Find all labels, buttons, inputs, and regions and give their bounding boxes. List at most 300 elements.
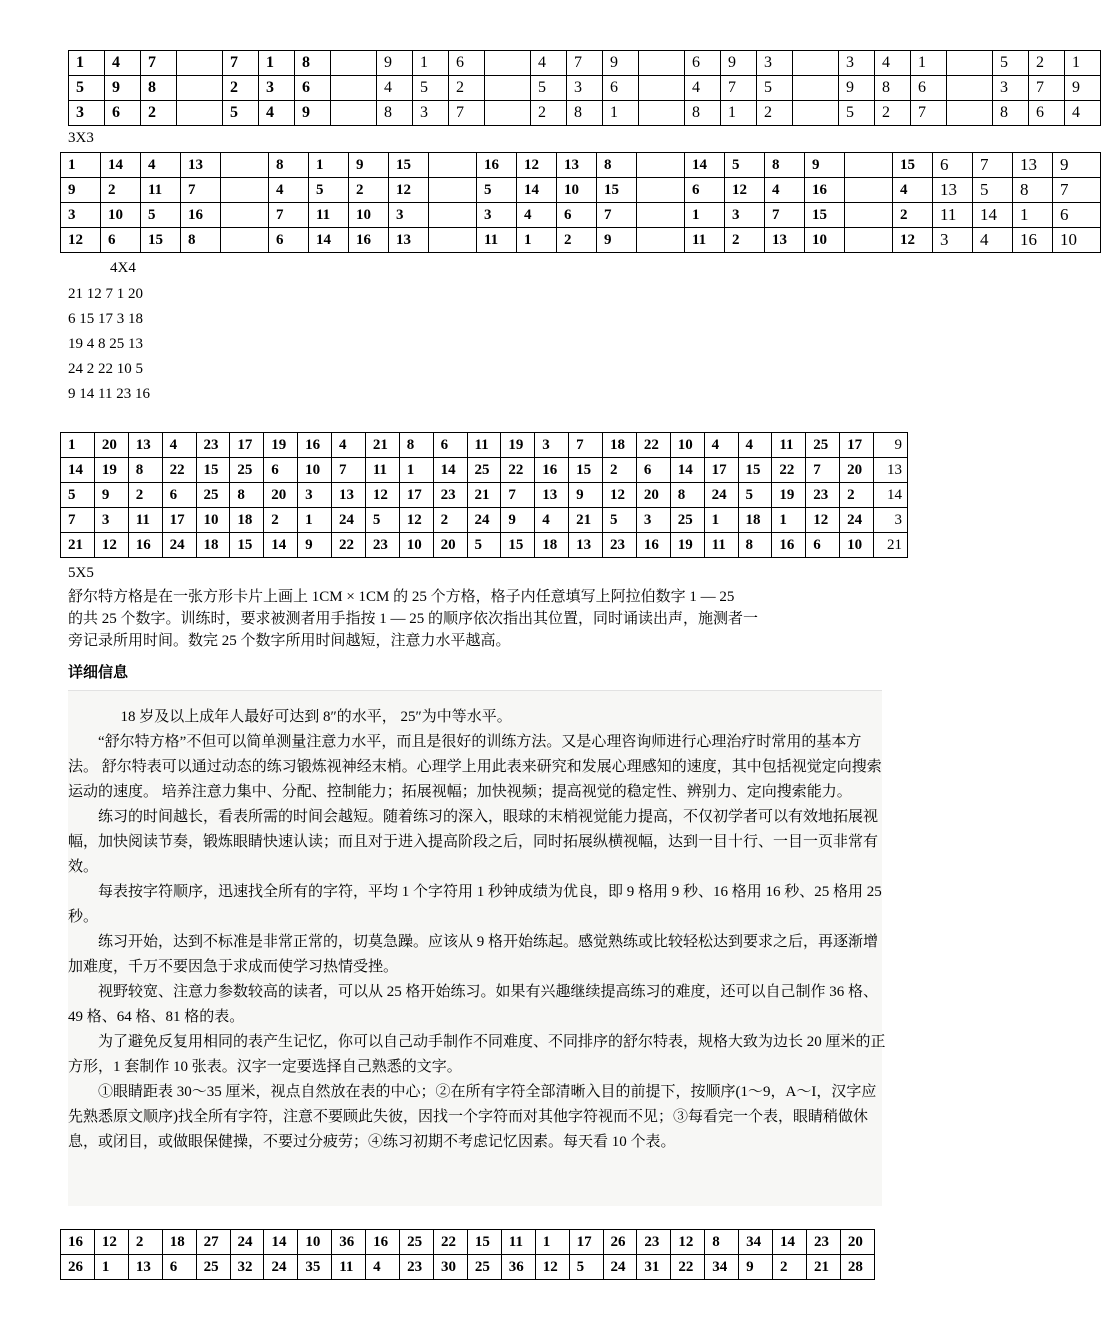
grid-cell: 25 bbox=[467, 1255, 501, 1280]
grid-cell: 5 bbox=[569, 1255, 603, 1280]
grid-cell: 2 bbox=[264, 508, 298, 533]
grid-cell: 1 bbox=[517, 228, 557, 253]
grid-cell: 23 bbox=[433, 483, 467, 508]
plain-row: 19 4 8 25 13 bbox=[68, 336, 143, 352]
grid-row bbox=[61, 203, 1101, 228]
grid-cell: 30 bbox=[433, 1255, 467, 1280]
grid-cell: 17 bbox=[230, 433, 264, 458]
grid-cell: 11 bbox=[933, 203, 973, 228]
grid-cell: 22 bbox=[636, 433, 670, 458]
grid-cell: 11 bbox=[467, 433, 501, 458]
grid-cell: 27 bbox=[196, 1230, 230, 1255]
grid-cell: 10 bbox=[805, 228, 845, 253]
grid-cell: 6 bbox=[162, 1255, 196, 1280]
grid-cell: 17 bbox=[704, 458, 738, 483]
grid-cell: 24 bbox=[603, 1255, 637, 1280]
grid-cell: 19 bbox=[501, 433, 535, 458]
grid-cell: 7 bbox=[569, 433, 603, 458]
grid-cell: 8 bbox=[875, 76, 911, 101]
grid-cell: 14 bbox=[433, 458, 467, 483]
grid-cell: 1 bbox=[413, 51, 449, 76]
grid-cell bbox=[793, 101, 839, 126]
grid-cell: 25 bbox=[806, 433, 840, 458]
grid-cell: 15 bbox=[569, 458, 603, 483]
grid-cell: 9 bbox=[874, 433, 908, 458]
grid-cell: 9 bbox=[377, 51, 413, 76]
grid-cell bbox=[221, 178, 269, 203]
grid-cell bbox=[485, 101, 531, 126]
grid-cell bbox=[331, 76, 377, 101]
grid-cell: 16 bbox=[61, 1230, 95, 1255]
grid-cell: 7 bbox=[765, 203, 805, 228]
grid-cell bbox=[177, 51, 223, 76]
grid-cell: 23 bbox=[400, 1255, 434, 1280]
grid-cell: 21 bbox=[61, 533, 95, 558]
grid-cell: 8 bbox=[993, 101, 1029, 126]
grid-cell: 4 bbox=[738, 433, 772, 458]
grid-cell: 9 bbox=[105, 76, 141, 101]
grid-cell: 14 bbox=[517, 178, 557, 203]
grid-cell: 2 bbox=[223, 76, 259, 101]
grid-cell: 10 bbox=[298, 458, 332, 483]
grid-cell: 5 bbox=[738, 483, 772, 508]
grid-cell: 31 bbox=[637, 1255, 671, 1280]
grid-cell: 13 bbox=[128, 1255, 162, 1280]
grid-cell bbox=[429, 203, 477, 228]
grid-cell: 8 bbox=[685, 101, 721, 126]
grid-cell: 18 bbox=[603, 433, 637, 458]
grid-cell: 4 bbox=[517, 203, 557, 228]
grid-cell: 3 bbox=[567, 76, 603, 101]
grid-cell: 7 bbox=[911, 101, 947, 126]
grid-cell: 20 bbox=[636, 483, 670, 508]
grid-cell: 14 bbox=[309, 228, 349, 253]
grid-cell: 5 bbox=[839, 101, 875, 126]
grid-cell: 6 bbox=[806, 533, 840, 558]
grid-cell bbox=[221, 228, 269, 253]
grid-5x5 bbox=[60, 432, 908, 558]
grid-cell: 2 bbox=[128, 483, 162, 508]
grid-cell: 13 bbox=[569, 533, 603, 558]
grid-cell: 5 bbox=[413, 76, 449, 101]
grid-cell: 12 bbox=[94, 533, 128, 558]
grid-cell bbox=[845, 203, 893, 228]
grid-cell: 19 bbox=[264, 433, 298, 458]
grid-cell: 18 bbox=[162, 1230, 196, 1255]
grid-cell: 12 bbox=[603, 483, 637, 508]
grid-cell: 20 bbox=[433, 533, 467, 558]
grid-cell bbox=[793, 51, 839, 76]
grid-cell: 1 bbox=[911, 51, 947, 76]
grid-cell: 8 bbox=[670, 483, 704, 508]
grid-cell: 19 bbox=[94, 458, 128, 483]
grid-cell: 10 bbox=[196, 508, 230, 533]
grid-cell: 19 bbox=[772, 483, 806, 508]
grid-cell: 23 bbox=[806, 483, 840, 508]
grid-cell: 8 bbox=[230, 483, 264, 508]
grid-cell bbox=[429, 228, 477, 253]
grid-cell: 11 bbox=[772, 433, 806, 458]
grid-cell: 3 bbox=[298, 483, 332, 508]
grid-cell bbox=[485, 76, 531, 101]
grid-cell: 13 bbox=[557, 153, 597, 178]
grid-cell: 4 bbox=[875, 51, 911, 76]
grid-cell: 4 bbox=[685, 76, 721, 101]
grid-cell: 4 bbox=[893, 178, 933, 203]
grid-cell bbox=[331, 51, 377, 76]
grid-cell: 4 bbox=[1065, 101, 1101, 126]
grid-cell: 8 bbox=[399, 433, 433, 458]
grid-cell: 13 bbox=[933, 178, 973, 203]
grid-cell: 26 bbox=[61, 1255, 95, 1280]
grid-cell: 6 bbox=[636, 458, 670, 483]
grid-cell: 9 bbox=[603, 51, 639, 76]
grid-cell: 15 bbox=[805, 203, 845, 228]
grid-cell: 10 bbox=[101, 203, 141, 228]
grid-cell: 12 bbox=[725, 178, 765, 203]
grid-cell: 1 bbox=[704, 508, 738, 533]
grid-cell: 5 bbox=[141, 203, 181, 228]
grid-cell bbox=[947, 76, 993, 101]
grid-cell bbox=[331, 101, 377, 126]
grid-cell: 7 bbox=[1053, 178, 1101, 203]
grid-cell: 23 bbox=[196, 433, 230, 458]
grid-cell: 8 bbox=[1013, 178, 1053, 203]
grid-cell: 6 bbox=[685, 51, 721, 76]
grid-cell: 3 bbox=[636, 508, 670, 533]
detail-body bbox=[68, 705, 890, 1155]
grid-cell: 13 bbox=[332, 483, 366, 508]
grid-cell: 7 bbox=[61, 508, 95, 533]
grid-row bbox=[61, 458, 908, 483]
grid-cell: 2 bbox=[101, 178, 141, 203]
grid-cell: 20 bbox=[840, 1230, 874, 1255]
grid-cell: 15 bbox=[738, 458, 772, 483]
grid-cell: 3 bbox=[259, 76, 295, 101]
grid-cell: 4 bbox=[332, 433, 366, 458]
grid-cell: 12 bbox=[535, 1255, 569, 1280]
grid-cell: 3 bbox=[757, 51, 793, 76]
grid-cell: 11 bbox=[309, 203, 349, 228]
grid-row bbox=[61, 483, 908, 508]
grid-cell: 6 bbox=[264, 458, 298, 483]
grid-cell: 19 bbox=[670, 533, 704, 558]
grid-row bbox=[61, 533, 908, 558]
grid-cell: 17 bbox=[569, 1230, 603, 1255]
grid-cell: 11 bbox=[128, 508, 162, 533]
grid-cell: 9 bbox=[597, 228, 637, 253]
grid-cell: 22 bbox=[332, 533, 366, 558]
grid-cell: 35 bbox=[298, 1255, 332, 1280]
grid-cell: 8 bbox=[141, 76, 177, 101]
grid-cell: 25 bbox=[467, 458, 501, 483]
grid-cell: 4 bbox=[531, 51, 567, 76]
grid-cell: 2 bbox=[757, 101, 793, 126]
grid-cell: 32 bbox=[230, 1255, 264, 1280]
grid-cell: 20 bbox=[94, 433, 128, 458]
grid-cell: 8 bbox=[597, 153, 637, 178]
grid-cell: 12 bbox=[94, 1230, 128, 1255]
grid-cell: 7 bbox=[223, 51, 259, 76]
grid-cell: 8 bbox=[765, 153, 805, 178]
grid-cell: 14 bbox=[773, 1230, 807, 1255]
grid-cell: 12 bbox=[389, 178, 429, 203]
grid-cell: 36 bbox=[501, 1255, 535, 1280]
intro-line: 的共 25 个数字。训练时，要求被测者用手指按 1 — 25 的顺序依次指出其位置，同时诵读出声，施测者一 bbox=[68, 611, 759, 627]
grid-cell: 13 bbox=[181, 153, 221, 178]
grid-cell: 21 bbox=[874, 533, 908, 558]
grid-cell: 16 bbox=[128, 533, 162, 558]
grid-cell: 13 bbox=[874, 458, 908, 483]
grid-cell: 11 bbox=[685, 228, 725, 253]
grid-cell: 9 bbox=[805, 153, 845, 178]
grid-cell: 3 bbox=[94, 508, 128, 533]
grid-cell: 9 bbox=[1065, 76, 1101, 101]
grid-cell: 13 bbox=[765, 228, 805, 253]
grid-cell: 9 bbox=[295, 101, 331, 126]
grid-cell: 5 bbox=[531, 76, 567, 101]
grid-cell: 11 bbox=[501, 1230, 535, 1255]
grid-cell: 9 bbox=[739, 1255, 773, 1280]
detail-paragraph: ①眼睛距表 30～35 厘米，视点自然放在表的中心；②在所有字符全部清晰入目的前提下，按顺序(1～9，A～I，汉字应先熟悉原文顺序)找全所有字符，注意不要顾此失彼，因找一个字符而对其他字符视而不见；③每看完一个表，眼睛稍做休息，或闭目，或做眼保健操，不要过分疲劳；④练习初期不考虑记忆因素。每天看 10 个表。 bbox=[68, 1084, 877, 1150]
grid-cell: 4 bbox=[259, 101, 295, 126]
grid-cell: 1 bbox=[298, 508, 332, 533]
grid-cell: 25 bbox=[196, 1255, 230, 1280]
grid-cell: 2 bbox=[128, 1230, 162, 1255]
grid-cell: 15 bbox=[597, 178, 637, 203]
grid-cell: 15 bbox=[389, 153, 429, 178]
grid-cell bbox=[639, 76, 685, 101]
grid-cell: 14 bbox=[264, 1230, 298, 1255]
grid-cell bbox=[637, 203, 685, 228]
grid-cell: 21 bbox=[467, 483, 501, 508]
grid-cell: 11 bbox=[477, 228, 517, 253]
grid-cell: 3 bbox=[389, 203, 429, 228]
grid-cell: 3 bbox=[725, 203, 765, 228]
grid-cell: 4 bbox=[269, 178, 309, 203]
grid-cell: 5 bbox=[973, 178, 1013, 203]
grid-cell: 15 bbox=[467, 1230, 501, 1255]
grid-cell: 36 bbox=[332, 1230, 366, 1255]
grid-cell bbox=[221, 153, 269, 178]
grid-cell: 3 bbox=[69, 101, 105, 126]
grid-cell: 9 bbox=[569, 483, 603, 508]
grid-cell: 2 bbox=[1029, 51, 1065, 76]
grid-cell: 7 bbox=[806, 458, 840, 483]
grid-cell: 21 bbox=[365, 433, 399, 458]
grid-cell: 18 bbox=[230, 508, 264, 533]
grid-cell: 10 bbox=[298, 1230, 332, 1255]
grid-cell: 14 bbox=[670, 458, 704, 483]
grid-cell: 7 bbox=[449, 101, 485, 126]
grid-cell: 14 bbox=[61, 458, 95, 483]
grid-cell: 8 bbox=[705, 1230, 739, 1255]
grid-row bbox=[69, 51, 1101, 76]
grid-cell: 6 bbox=[911, 76, 947, 101]
grid-cell: 16 bbox=[636, 533, 670, 558]
grid-cell: 12 bbox=[399, 508, 433, 533]
grid-cell bbox=[177, 76, 223, 101]
grid-4x4-label: 4X4 bbox=[110, 260, 136, 276]
grid-cell: 4 bbox=[377, 76, 413, 101]
grid-cell: 9 bbox=[839, 76, 875, 101]
grid-cell bbox=[429, 153, 477, 178]
grid-cell: 15 bbox=[501, 533, 535, 558]
grid-cell: 2 bbox=[349, 178, 389, 203]
grid-cell: 13 bbox=[535, 483, 569, 508]
grid-cell: 9 bbox=[61, 178, 101, 203]
grid-cell: 16 bbox=[535, 458, 569, 483]
grid-cell: 10 bbox=[557, 178, 597, 203]
grid-cell: 9 bbox=[298, 533, 332, 558]
grid-row bbox=[61, 1255, 875, 1280]
grid-cell: 1 bbox=[61, 433, 95, 458]
grid-cell: 2 bbox=[840, 483, 874, 508]
grid-cell: 7 bbox=[1029, 76, 1065, 101]
intro-line: 旁记录所用时间。数完 25 个数字所用时间越短，注意力水平越高。 bbox=[68, 633, 511, 649]
grid-cell: 8 bbox=[128, 458, 162, 483]
grid-cell: 11 bbox=[365, 458, 399, 483]
grid-cell: 17 bbox=[162, 508, 196, 533]
grid-cell: 4 bbox=[765, 178, 805, 203]
grid-cell: 6 bbox=[1029, 101, 1065, 126]
grid-cell: 23 bbox=[806, 1230, 840, 1255]
grid-cell: 6 bbox=[101, 228, 141, 253]
grid-cell: 14 bbox=[101, 153, 141, 178]
grid-cell: 3 bbox=[413, 101, 449, 126]
grid-cell: 12 bbox=[61, 228, 101, 253]
grid-cell: 1 bbox=[309, 153, 349, 178]
grid-cell: 8 bbox=[567, 101, 603, 126]
grid-cell: 34 bbox=[705, 1255, 739, 1280]
grid-cell: 12 bbox=[893, 228, 933, 253]
grid-cell: 2 bbox=[449, 76, 485, 101]
grid-bottom bbox=[60, 1229, 875, 1280]
grid-cell: 4 bbox=[366, 1255, 400, 1280]
grid-cell: 24 bbox=[230, 1230, 264, 1255]
grid-cell bbox=[637, 228, 685, 253]
grid-cell: 4 bbox=[162, 433, 196, 458]
grid-cell: 1 bbox=[1065, 51, 1101, 76]
grid-cell: 15 bbox=[141, 228, 181, 253]
grid-3x3-label: 3X3 bbox=[68, 130, 94, 146]
grid-cell: 5 bbox=[603, 508, 637, 533]
grid-cell: 7 bbox=[141, 51, 177, 76]
grid-cell: 2 bbox=[603, 458, 637, 483]
grid-cell: 1 bbox=[94, 1255, 128, 1280]
grid-cell: 11 bbox=[332, 1255, 366, 1280]
grid-cell: 14 bbox=[874, 483, 908, 508]
grid-cell: 15 bbox=[196, 458, 230, 483]
detail-heading: 详细信息 bbox=[68, 664, 129, 681]
grid-cell: 15 bbox=[230, 533, 264, 558]
plain-row: 21 12 7 1 20 bbox=[68, 286, 143, 302]
grid-cell bbox=[485, 51, 531, 76]
grid-cell: 24 bbox=[162, 533, 196, 558]
grid-cell: 1 bbox=[399, 458, 433, 483]
grid-cell: 9 bbox=[501, 508, 535, 533]
grid-cell: 23 bbox=[637, 1230, 671, 1255]
grid-cell: 8 bbox=[377, 101, 413, 126]
grid-cell: 18 bbox=[738, 508, 772, 533]
grid-cell: 7 bbox=[973, 153, 1013, 178]
grid-cell bbox=[429, 178, 477, 203]
grid-cell: 16 bbox=[298, 433, 332, 458]
grid-cell: 8 bbox=[295, 51, 331, 76]
detail-paragraph: “舒尔特方格”不但可以简单测量注意力水平，而且是很好的训练方法。又是心理咨询师进行心理治疗时常用的基本方法。 舒尔特表可以通过动态的练习锻炼视神经末梢。心理学上用此表来研究和发展心理感知的速度，其中包括视觉定向搜索运动的速度。 培养注意力集中、分配、控制能力；拓展视幅；加快视频；提高视觉的稳定性、辨别力、定向搜索能力。 bbox=[68, 734, 882, 800]
grid-cell: 5 bbox=[69, 76, 105, 101]
grid-cell: 5 bbox=[309, 178, 349, 203]
grid-cell: 6 bbox=[557, 203, 597, 228]
grid-cell: 2 bbox=[893, 203, 933, 228]
grid-cell bbox=[845, 153, 893, 178]
grid-cell: 7 bbox=[181, 178, 221, 203]
grid-5x5-body bbox=[61, 433, 908, 558]
grid-cell: 16 bbox=[349, 228, 389, 253]
grid-row bbox=[69, 76, 1101, 101]
grid-cell: 10 bbox=[1053, 228, 1101, 253]
grid-cell: 5 bbox=[477, 178, 517, 203]
grid-cell: 14 bbox=[973, 203, 1013, 228]
grid-cell: 22 bbox=[772, 458, 806, 483]
grid-cell bbox=[947, 101, 993, 126]
grid-cell: 25 bbox=[670, 508, 704, 533]
grid-cell: 4 bbox=[973, 228, 1013, 253]
grid-4x4-body bbox=[61, 153, 1101, 253]
grid-cell: 3 bbox=[535, 433, 569, 458]
grid-cell: 16 bbox=[1013, 228, 1053, 253]
grid-cell: 1 bbox=[685, 203, 725, 228]
grid-cell: 6 bbox=[433, 433, 467, 458]
grid-cell: 5 bbox=[467, 533, 501, 558]
grid-cell: 8 bbox=[269, 153, 309, 178]
grid-cell: 25 bbox=[196, 483, 230, 508]
grid-cell: 3 bbox=[61, 203, 101, 228]
grid-cell: 5 bbox=[365, 508, 399, 533]
grid-cell: 14 bbox=[264, 533, 298, 558]
grid-row bbox=[61, 153, 1101, 178]
grid-cell: 3 bbox=[874, 508, 908, 533]
grid-cell: 2 bbox=[433, 508, 467, 533]
grid-row bbox=[61, 433, 908, 458]
detail-paragraph: 练习的时间越长，看表所需的时间会越短。随着练习的深入，眼球的末梢视觉能力提高，不仅初学者可以有效地拓展视幅，加快阅读节奏，锻炼眼睛快速认读；而且对于进入提高阶段之后，同时拓展纵横视幅，达到一目十行、一目一页非常有效。 bbox=[68, 809, 879, 875]
detail-paragraph: 为了避免反复用相同的表产生记忆，你可以自己动手制作不同难度、不同排序的舒尔特表，规格大致为边长 20 厘米的正方形，1 套制作 10 张表。汉字一定要选择自己熟悉的文字。 bbox=[68, 1034, 886, 1075]
grid-cell bbox=[639, 51, 685, 76]
grid-cell: 20 bbox=[840, 458, 874, 483]
grid-cell: 13 bbox=[1013, 153, 1053, 178]
grid-cell: 16 bbox=[477, 153, 517, 178]
grid-cell: 9 bbox=[1053, 153, 1101, 178]
grid-5x5-label: 5X5 bbox=[68, 565, 94, 581]
grid-cell: 6 bbox=[162, 483, 196, 508]
grid-cell: 4 bbox=[535, 508, 569, 533]
grid-cell bbox=[793, 76, 839, 101]
grid-cell: 24 bbox=[840, 508, 874, 533]
grid-cell: 5 bbox=[725, 153, 765, 178]
grid-cell: 3 bbox=[477, 203, 517, 228]
grid-cell: 34 bbox=[739, 1230, 773, 1255]
grid-cell: 5 bbox=[223, 101, 259, 126]
grid-4x4 bbox=[60, 152, 1101, 253]
grid-cell: 3 bbox=[839, 51, 875, 76]
detail-paragraph: 视野较宽、注意力参数较高的读者，可以从 25 格开始练习。如果有兴趣继续提高练习的难度，还可以自己制作 36 格、49 格、64 格、81 格的表。 bbox=[68, 984, 879, 1025]
grid-cell: 7 bbox=[501, 483, 535, 508]
detail-paragraph: 18 岁及以上成年人最好可达到 8″的水平， 25″为中等水平。 bbox=[120, 709, 512, 725]
grid-cell: 20 bbox=[264, 483, 298, 508]
grid-cell: 24 bbox=[264, 1255, 298, 1280]
grid-cell: 13 bbox=[128, 433, 162, 458]
grid-cell: 7 bbox=[269, 203, 309, 228]
